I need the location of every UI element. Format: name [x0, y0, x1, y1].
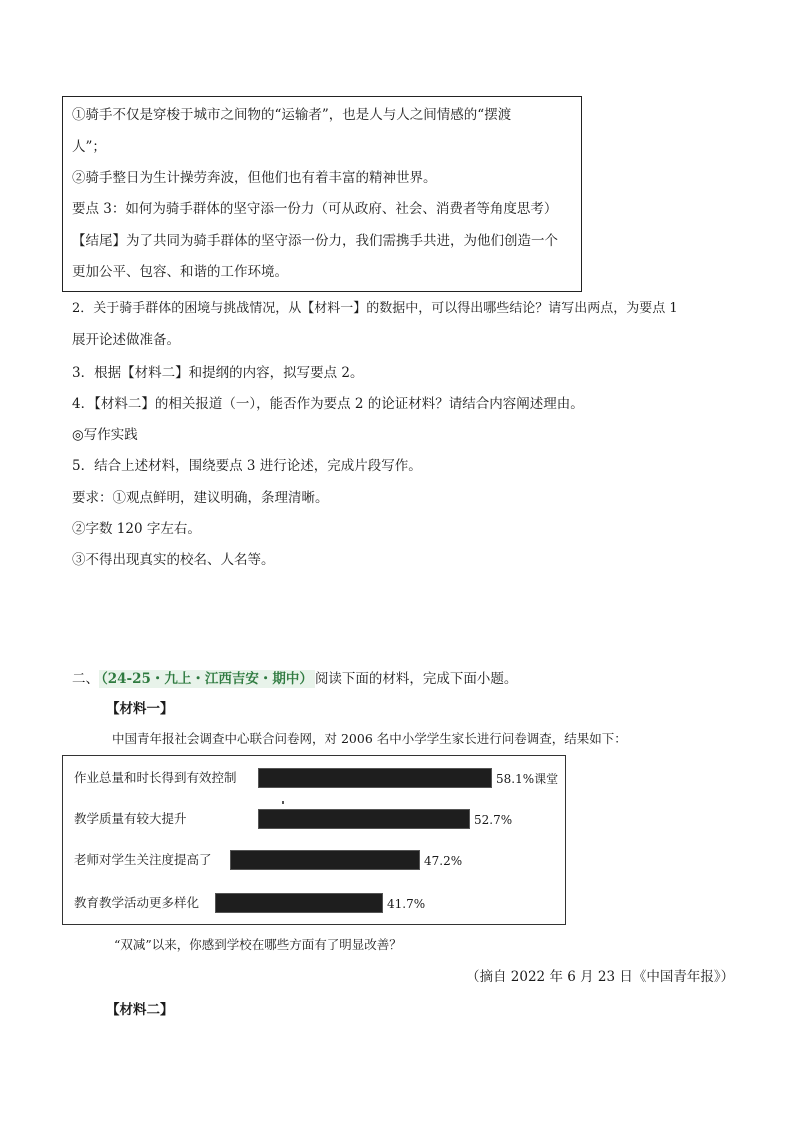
question-2-line-2: 展开论述做准备。 [72, 332, 180, 348]
chart-value-label: 47.2% [424, 854, 463, 868]
outline-line-1: ①骑手不仅是穿梭于城市之间物的“运输者”，也是人与人之间情感的“摆渡 [72, 107, 512, 123]
outline-line-4: 要点 3：如何为骑手群体的坚守添一份力（可从政府、社会、消费者等角度思考） [72, 201, 558, 217]
chart-category-label: 作业总量和时长得到有效控制 [74, 770, 237, 785]
survey-intro: 中国青年报社会调查中心联合问卷网，对 2006 名中小学学生家长进行问卷调查，结果如下： [112, 731, 627, 746]
chart-value-label: 52.7% [474, 813, 513, 827]
question-3: 3．根据【材料二】和提纲的内容，拟写要点 2。 [72, 365, 364, 381]
part-2-instruction: 阅读下面的材料，完成下面小题。 [314, 671, 518, 687]
source-note: （摘自 2022 年 6 月 23 日《中国青年报》） [466, 969, 735, 985]
chart-tick-mark [282, 801, 284, 804]
outline-line-5: 【结尾】为了共同为骑手群体的坚守添一份力，我们需携手共进，为他们创造一个 [72, 233, 558, 249]
chart-category-label: 老师对学生关注度提高了 [74, 852, 212, 867]
section-writing-practice: ◎写作实践 [72, 427, 138, 443]
chart-category-label: 教学质量有较大提升 [74, 811, 187, 826]
requirement-3: ③不得出现真实的校名、人名等。 [72, 552, 275, 568]
chart-bar [230, 850, 420, 870]
chart-caption: “双减”以来，你感到学校在哪些方面有了明显改善？ [114, 937, 402, 952]
source-tag: （24-25・九上・江西吉安・期中） [101, 671, 313, 687]
chart-category-label: 教育教学活动更多样化 [74, 895, 200, 910]
question-2-line-1: 2．关于骑手群体的困境与挑战情况，从【材料一】的数据中，可以得出哪些结论？请写出两点，为要点 1 [72, 301, 678, 316]
outline-line-3: ②骑手整日为生计操劳奔波，但他们也有着丰富的精神世界。 [72, 170, 437, 186]
requirement-1: 要求：①观点鲜明，建议明确，条理清晰。 [72, 490, 329, 506]
question-4: 4．【材料二】的相关报道（一），能否作为要点 2 的论证材料？请结合内容阐述理由。 [72, 396, 584, 412]
chart-value-label: 58.1%课堂 [496, 772, 559, 786]
material-1-title: 【材料一】 [106, 701, 174, 717]
outline-line-6: 更加公平、包容、和谐的工作环境。 [72, 264, 288, 280]
requirement-2: ②字数 120 字左右。 [72, 521, 201, 537]
chart-bar [215, 893, 383, 913]
chart-bar [258, 809, 470, 829]
chart-bar [258, 768, 492, 788]
part-2-header [72, 670, 517, 688]
material-2-title: 【材料二】 [106, 1002, 174, 1018]
question-5: 5．结合上述材料，围绕要点 3 进行论述，完成片段写作。 [72, 458, 422, 474]
chart-value-label: 41.7% [387, 897, 426, 911]
part-2-number: 二、 [72, 671, 99, 687]
outline-line-2: 人”； [72, 139, 106, 155]
